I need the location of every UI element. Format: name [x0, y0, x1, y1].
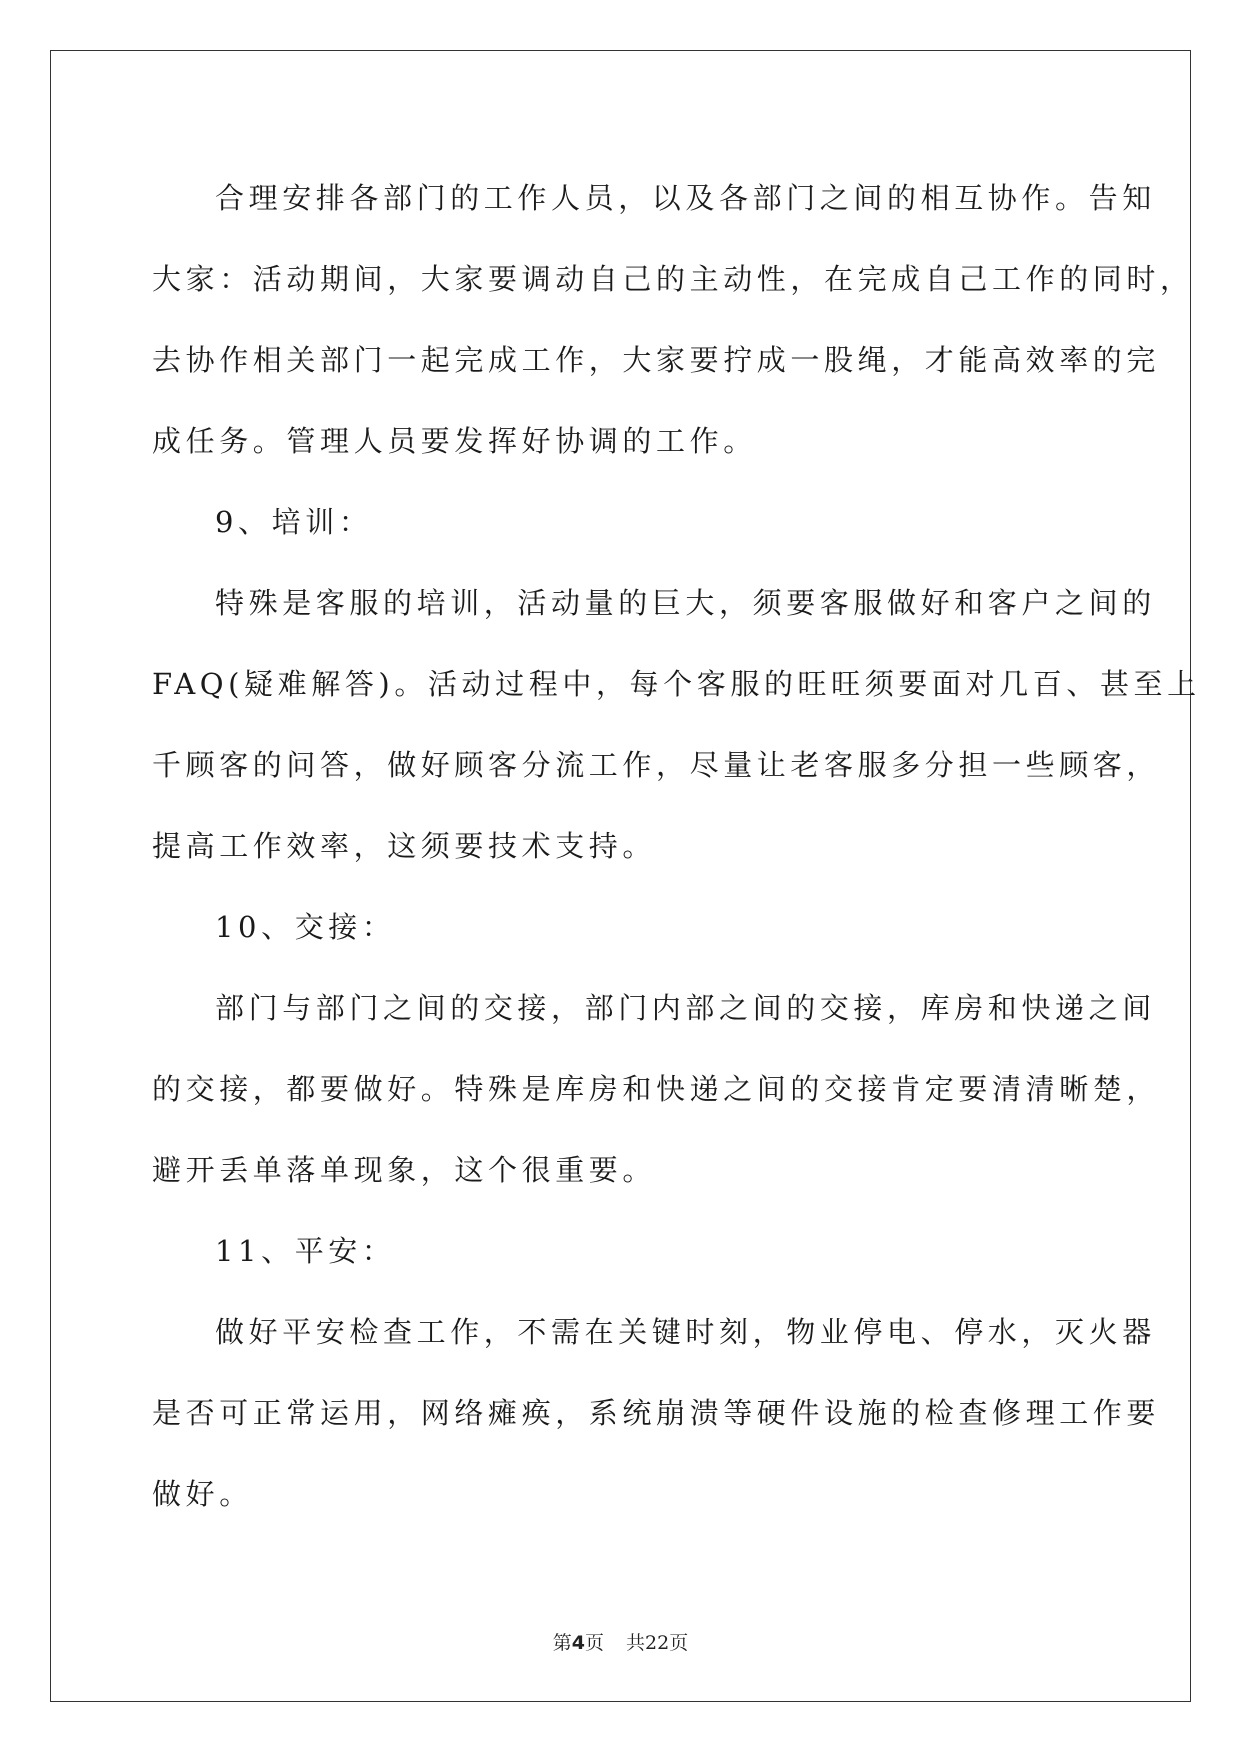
text-line: 避开丢单落单现象，这个很重要。: [152, 1153, 657, 1187]
text-line: FAQ(疑难解答)。活动过程中，每个客服的旺旺须要面对几百、甚至上: [152, 667, 1201, 701]
text-line: 成任务。管理人员要发挥好协调的工作。: [152, 424, 757, 458]
total-label-prefix: 共: [626, 1632, 646, 1654]
page-label-suffix: 页: [585, 1632, 605, 1654]
text-line: 是否可正常运用，网络瘫痪，系统崩溃等硬件设施的检查修理工作要: [152, 1396, 1161, 1430]
text-line: 的交接，都要做好。特殊是库房和快递之间的交接肯定要清清晰楚，: [152, 1072, 1161, 1106]
heading-training: 9、培训：: [215, 505, 373, 539]
text-line: 去协作相关部门一起完成工作，大家要拧成一股绳，才能高效率的完: [152, 343, 1161, 377]
paragraph-coordination: [152, 158, 1194, 482]
paragraph-handover: [152, 968, 1161, 1211]
text-line: 做好平安检查工作，不需在关键时刻，物业停电、停水，灭火器: [215, 1315, 1156, 1349]
text-line: 大家：活动期间，大家要调动自己的主动性，在完成自己工作的同时，: [152, 262, 1194, 296]
text-line: 合理安排各部门的工作人员，以及各部门之间的相互协作。告知: [215, 181, 1156, 215]
text-line: 提高工作效率，这须要技术支持。: [152, 829, 657, 863]
text-line: 部门与部门之间的交接，部门内部之间的交接，库房和快递之间: [215, 991, 1156, 1025]
document-body: [152, 158, 1201, 1535]
paragraph-safety: [152, 1292, 1161, 1535]
heading-handover: 10、交接：: [215, 910, 396, 944]
page-footer: [0, 1628, 1241, 1655]
paragraph-training: [152, 563, 1201, 887]
total-pages: 22: [645, 1632, 670, 1654]
page-label-prefix: 第: [552, 1632, 572, 1654]
heading-safety: 11、平安：: [215, 1234, 396, 1268]
text-line: 特殊是客服的培训，活动量的巨大，须要客服做好和客户之间的: [215, 586, 1156, 620]
text-line: 千顾客的问答，做好顾客分流工作，尽量让老客服多分担一些顾客，: [152, 748, 1161, 782]
page-number: 4: [571, 1632, 585, 1654]
total-label-suffix: 页: [669, 1632, 689, 1654]
text-line: 做好。: [152, 1477, 253, 1511]
